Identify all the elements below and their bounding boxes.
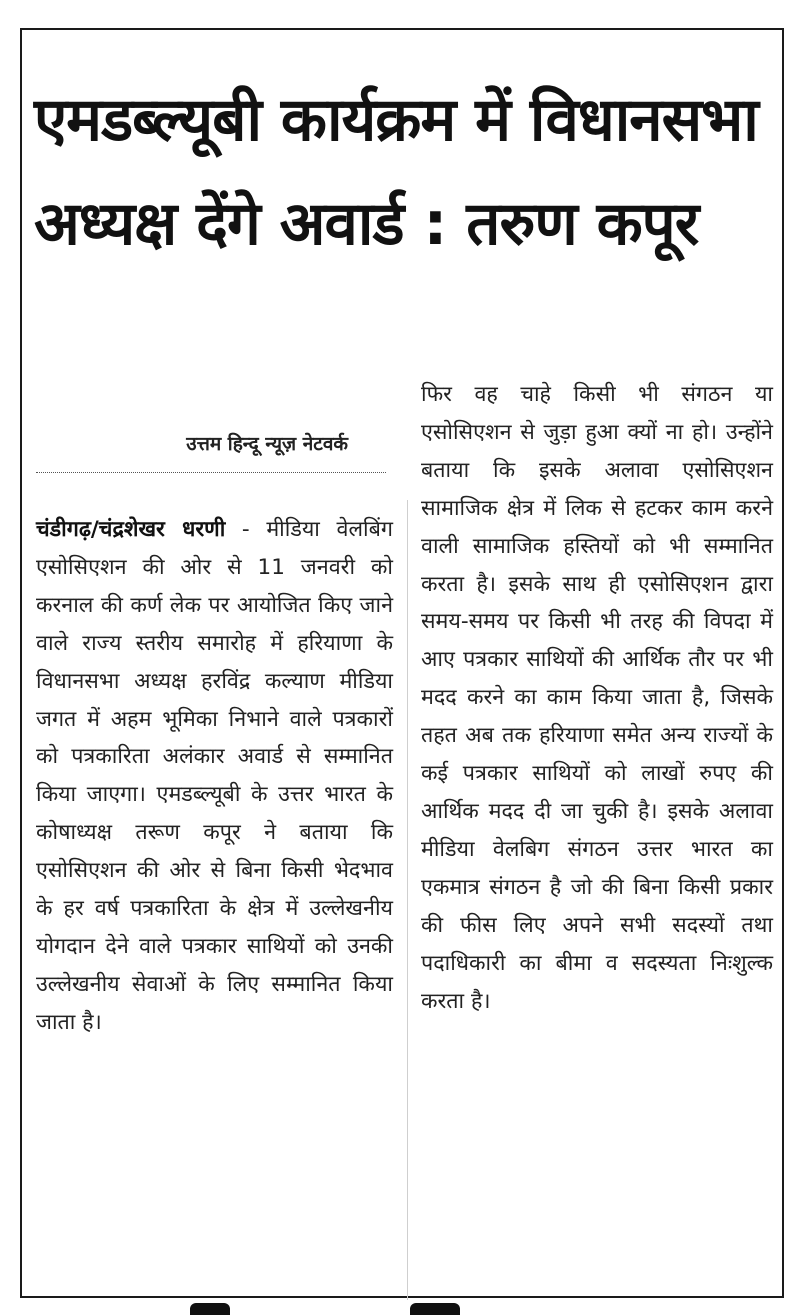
next-clipping-fragment <box>190 1303 230 1315</box>
left-column <box>36 511 393 1042</box>
article-clipping <box>20 28 784 1298</box>
byline: उत्तम हिन्दू न्यूज़ नेटवर्क <box>186 433 348 455</box>
column-divider <box>407 500 408 1300</box>
left-column-paragraph <box>36 511 393 1042</box>
dateline: चंडीगढ़/चंद्रशेखर धरणी <box>36 517 226 542</box>
next-clipping-fragment <box>410 1303 460 1315</box>
right-column <box>421 376 773 1020</box>
left-column-body: - मीडिया वेलबिंग एसोसिएशन की ओर से 11 जनवरी को करनाल की कर्ण लेक पर आयोजित किए जाने वाले राज्य स्तरीय समारोह में हरियाणा के विधानसभा अध्यक्ष हरविंद्र कल्याण मीडिया जगत में अहम भूमिका निभाने वाले पत्रकारों को पत्रकारिता अलंकार अवार्ड से सम्मानित किया जाएगा। एमडब्ल्यूबी के उत्तर भारत के कोषाध्यक्ष तरूण कपूर ने बताया कि एसोसिएशन की ओर से बिना किसी भेदभाव के हर वर्ष पत्रकारिता के क्षेत्र में उल्लेखनीय योगदान देने वाले पत्रकार साथियों को उनकी उल्लेखनीय सेवाओं के लिए सम्मानित किया जाता है। <box>36 517 393 1035</box>
right-column-body: फिर वह चाहे किसी भी संगठन या एसोसिएशन से जुड़ा हुआ क्यों ना हो। उन्होंने बताया कि इसके अलावा एसोसिएशन सामाजिक क्षेत्र में लिक से हटकर काम करने वाली सामाजिक हस्तियों को भी सम्मानित करता है। इसके साथ ही एसोसिएशन द्वारा समय-समय पर किसी भी तरह की विपदा में आए पत्रकार साथियों की आर्थिक तौर पर भी मदद करने का काम किया जाता है, जिसके तहत अब तक हरियाणा समेत अन्य राज्यों के कई पत्रकार साथियों को लाखों रुपए की आर्थिक मदद दी जा चुकी है। इसके अलावा मीडिया वेलबिग संगठन उत्तर भारत का एकमात्र संगठन है जो की बिना किसी प्रकार की फीस लिए अपने सभी सदस्यों तथा पदाधिकारी का बीमा व सदस्यता निःशुल्क करता है। <box>421 382 773 1014</box>
byline-block <box>36 422 386 473</box>
headline: एमडब्ल्यूबी कार्यक्रम में विधानसभा अध्यक्ष देंगे अवार्ड : तरुण कपूर <box>34 85 758 259</box>
